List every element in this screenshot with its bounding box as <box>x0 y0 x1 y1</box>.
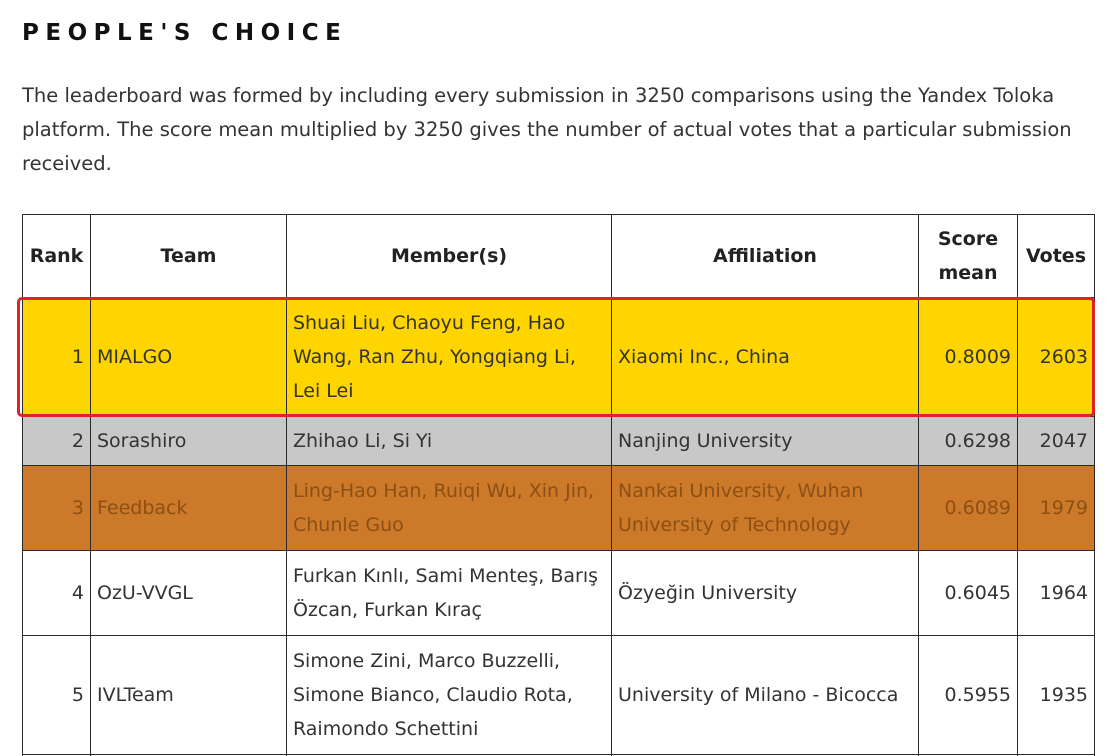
cell-score: 0.6045 <box>919 551 1018 636</box>
cell-affiliation: University of Milano - Bicocca <box>612 636 919 755</box>
section-title: PEOPLE'S CHOICE <box>22 20 348 46</box>
cell-affiliation: Xiaomi Inc., China <box>612 298 919 417</box>
cell-score: 0.8009 <box>919 298 1018 417</box>
cell-rank: 4 <box>23 551 91 636</box>
cell-rank: 2 <box>23 417 91 466</box>
cell-score: 0.5955 <box>919 636 1018 755</box>
table-row <box>23 636 1095 755</box>
header-score-mean: Score mean <box>919 215 1018 298</box>
intro-paragraph: The leaderboard was formed by including every submission in 3250 comparisons using the Yandex Toloka platform. The score mean multiplied by 3250 gives the number of actual votes that a particular submission received. <box>22 84 1072 175</box>
cell-affiliation: Özyeğin University <box>612 551 919 636</box>
cell-members: Furkan Kınlı, Sami Menteş, Barış Özcan, Furkan Kıraç <box>287 551 612 636</box>
cell-team: MIALGO <box>91 298 287 417</box>
cell-score: 0.6298 <box>919 417 1018 466</box>
cell-team: Feedback <box>91 466 287 551</box>
cell-affiliation: Nankai University, Wuhan University of Technology <box>612 466 919 551</box>
cell-votes: 1935 <box>1018 636 1095 755</box>
cell-rank: 1 <box>23 298 91 417</box>
leaderboard-table <box>22 214 1095 756</box>
cell-votes: 1964 <box>1018 551 1095 636</box>
cell-team: IVLTeam <box>91 636 287 755</box>
cell-rank: 5 <box>23 636 91 755</box>
header-votes: Votes <box>1018 215 1095 298</box>
cell-rank: 3 <box>23 466 91 551</box>
header-affiliation: Affiliation <box>612 215 919 298</box>
header-rank: Rank <box>23 215 91 298</box>
cell-members: Zhihao Li, Si Yi <box>287 417 612 466</box>
cell-votes: 2603 <box>1018 298 1095 417</box>
cell-members: Shuai Liu, Chaoyu Feng, Hao Wang, Ran Zhu, Yongqiang Li, Lei Lei <box>287 298 612 417</box>
cell-votes: 1979 <box>1018 466 1095 551</box>
table-row <box>23 417 1095 466</box>
cell-score: 0.6089 <box>919 466 1018 551</box>
table-header-row <box>23 215 1095 298</box>
leaderboard-table-container <box>22 214 1094 756</box>
cell-members: Ling-Hao Han, Ruiqi Wu, Xin Jin, Chunle Guo <box>287 466 612 551</box>
cell-votes: 2047 <box>1018 417 1095 466</box>
cell-members: Simone Zini, Marco Buzzelli, Simone Bianco, Claudio Rota, Raimondo Schettini <box>287 636 612 755</box>
header-team: Team <box>91 215 287 298</box>
cell-affiliation: Nanjing University <box>612 417 919 466</box>
cell-team: OzU-VVGL <box>91 551 287 636</box>
cell-team: Sorashiro <box>91 417 287 466</box>
table-row <box>23 298 1095 417</box>
header-members: Member(s) <box>287 215 612 298</box>
table-row <box>23 551 1095 636</box>
table-row <box>23 466 1095 551</box>
